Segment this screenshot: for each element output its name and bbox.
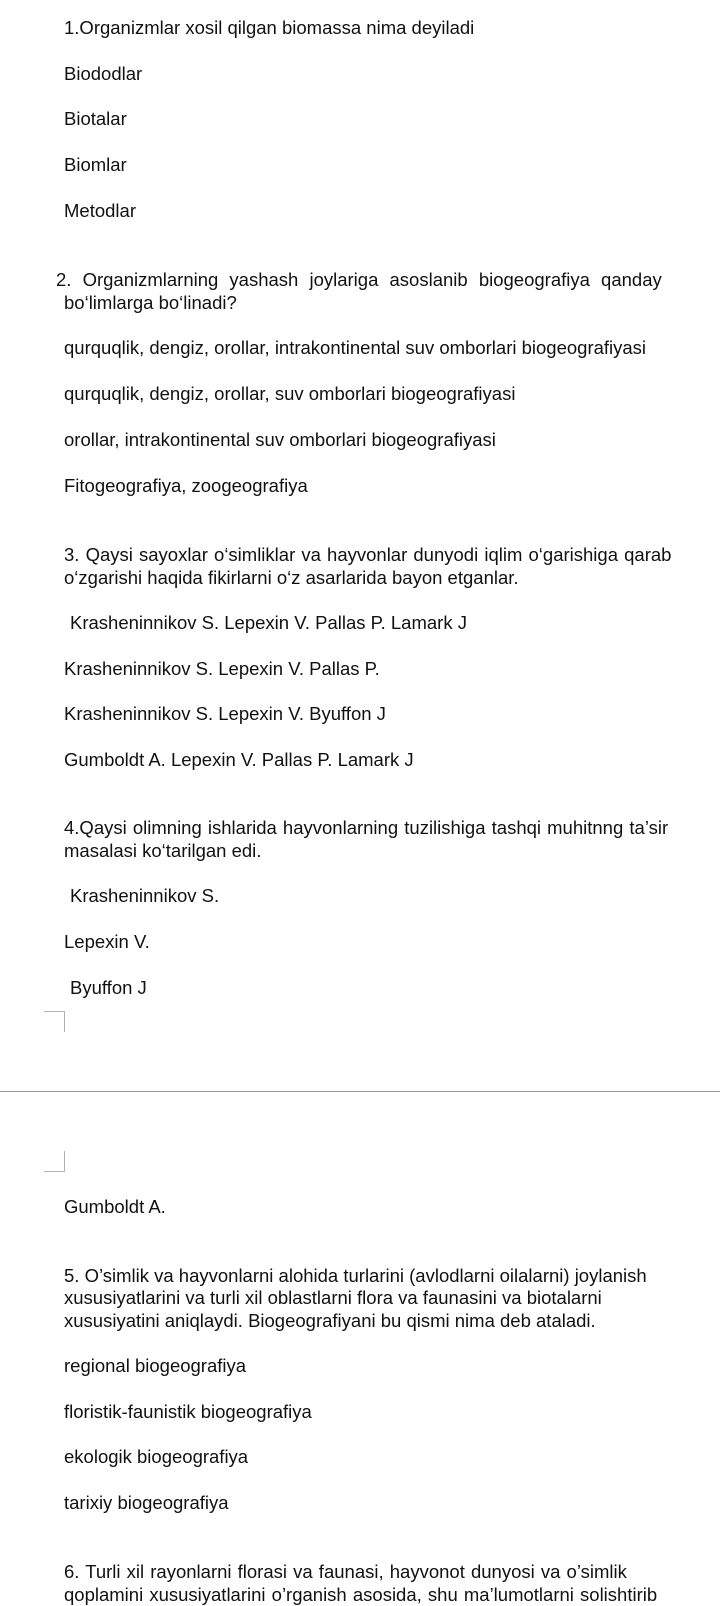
question-4-option-1: Krasheninnikov S. — [70, 885, 220, 906]
question-4-option-4: Gumboldt A. — [64, 1196, 166, 1217]
question-5-option-3: ekologik biogeografiya — [64, 1446, 249, 1467]
question-5-option-2: floristik-faunistik biogeografiya — [64, 1401, 312, 1422]
question-3-text-line-1: 3. Qaysi sayoxlar o‘simliklar va hayvonlar dunyodi iqlim o‘garishiga qarab — [64, 544, 672, 565]
question-5-option-4: tarixiy biogeografiya — [64, 1492, 229, 1513]
question-5-text-line-2: xususiyatlarini va turli xil oblastlarni flora va faunasini va biotalarni — [64, 1287, 602, 1308]
question-3-option-1: Krasheninnikov S. Lepexin V. Pallas P. Lamark J — [70, 612, 467, 633]
question-1-option-2: Biotalar — [64, 108, 127, 129]
question-4-option-3: Byuffon J — [70, 977, 147, 998]
question-2-option-3: orollar, intrakontinental suv omborlari biogeografiyasi — [64, 429, 496, 450]
question-4-text-line-1: 4.Qaysi olimning ishlarida hayvonlarning tuzilishiga tashqi muhitnng ta’sir — [64, 817, 669, 838]
question-3-option-3: Krasheninnikov S. Lepexin V. Byuffon J — [64, 703, 386, 724]
question-3-text-line-2: o‘zgarishi haqida fikirlarni o‘z asarlarida bayon etganlar. — [64, 567, 519, 588]
question-2-text-line-2: bo‘limlarga bo‘linadi? — [64, 292, 237, 313]
question-3-option-2: Krasheninnikov S. Lepexin V. Pallas P. — [64, 658, 380, 679]
page-break-line — [0, 1091, 720, 1092]
question-2-option-1: qurquqlik, dengiz, orollar, intrakontinental suv omborlari biogeografiyasi — [64, 337, 647, 358]
question-2-text-line-1: 2. Organizmlarning yashash joylariga asoslanib biogeografiya qanday — [56, 269, 662, 290]
question-5-text-line-1: 5. O’simlik va hayvonlarni alohida turlarini (avlodlarni oilalarni) joylanish — [64, 1265, 647, 1286]
question-3-option-4: Gumboldt A. Lepexin V. Pallas P. Lamark J — [64, 749, 414, 770]
page-corner-mark-top — [44, 1011, 65, 1032]
question-6-text-line-1: 6. Turli xil rayonlarni florasi va faunasi, hayvonot dunyosi va o’simlik — [64, 1561, 627, 1582]
question-4-option-2: Lepexin V. — [64, 931, 150, 952]
question-4-text-line-2: masalasi ko‘tarilgan edi. — [64, 840, 262, 861]
question-5-option-1: regional biogeografiya — [64, 1355, 247, 1376]
question-1-option-1: Biododlar — [64, 63, 143, 84]
question-5-text-line-3: xususiyatini aniqlaydi. Biogeografiyani bu qismi nima deb ataladi. — [64, 1310, 596, 1331]
question-2-option-4: Fitogeografiya, zoogeografiya — [64, 475, 308, 496]
question-1-option-3: Biomlar — [64, 154, 127, 175]
page-corner-mark-bottom — [44, 1151, 65, 1172]
question-6-text-line-2: qoplamini xususiyatlarini o’rganish asosida, shu ma’lumotlarni solishtirib — [64, 1584, 658, 1605]
question-1-option-4: Metodlar — [64, 200, 136, 221]
question-2-option-2: qurquqlik, dengiz, orollar, suv omborlari biogeografiyasi — [64, 383, 516, 404]
question-1-text: 1.Organizmlar xosil qilgan biomassa nima deyiladi — [64, 17, 475, 38]
